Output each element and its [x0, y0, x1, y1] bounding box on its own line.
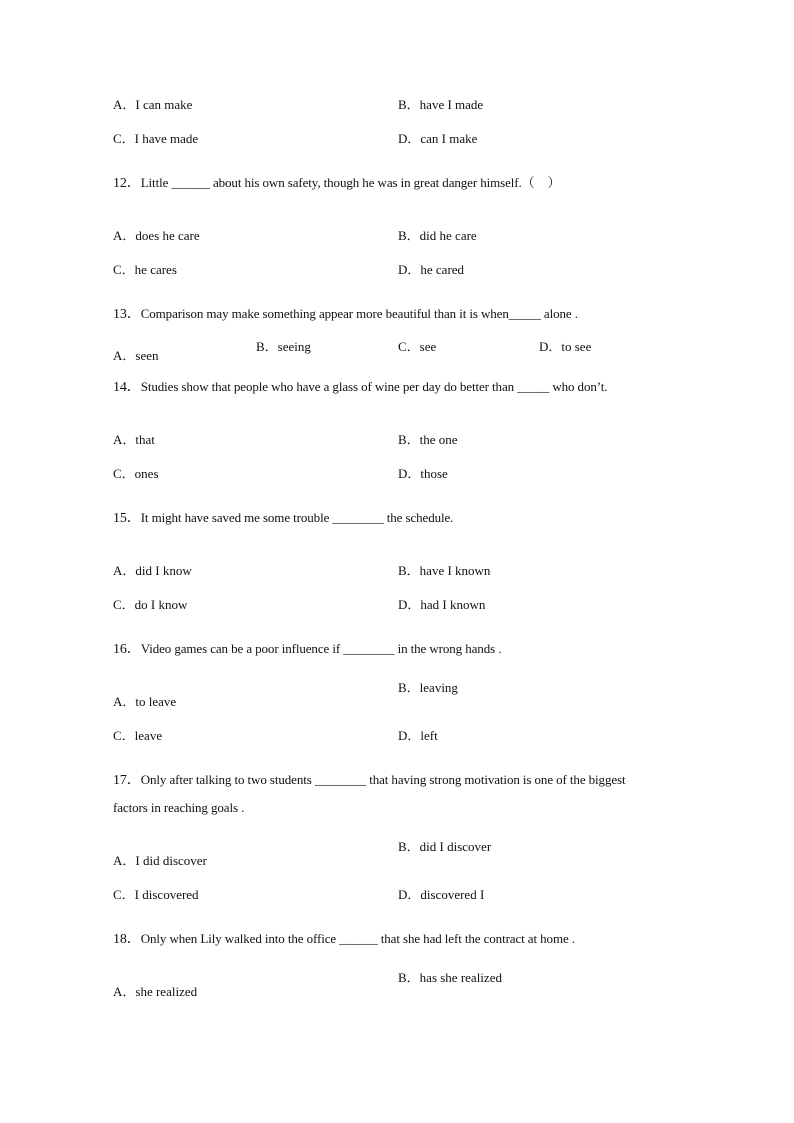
option-letter: C．	[113, 728, 135, 743]
question-text: Only after talking to two students ________ that having strong motivation is one of the biggest	[140, 772, 626, 787]
question-stem	[113, 379, 607, 396]
question-number: 17．	[113, 773, 141, 788]
option-c	[113, 597, 187, 613]
question-number: 15．	[113, 511, 141, 526]
question-stem	[113, 772, 626, 789]
option-letter: A．	[113, 432, 136, 447]
option-c	[113, 887, 199, 903]
option-text: he cared	[420, 262, 465, 277]
option-text: ones	[134, 466, 159, 481]
option-text: can I make	[420, 131, 478, 146]
option-text: leaving	[419, 680, 458, 695]
option-letter: D．	[398, 262, 421, 277]
option-letter: C．	[113, 466, 135, 481]
question-stem	[113, 306, 578, 323]
option-letter: D．	[398, 131, 421, 146]
option-text: those	[420, 466, 448, 481]
option-b	[398, 228, 477, 244]
option-text: I discovered	[134, 887, 199, 902]
option-letter: B．	[256, 339, 278, 354]
option-letter: B．	[398, 228, 420, 243]
option-letter: A．	[113, 228, 136, 243]
option-letter: D．	[539, 339, 562, 354]
option-text: I did discover	[135, 853, 207, 868]
option-c	[113, 131, 198, 147]
option-letter: A．	[113, 853, 136, 868]
option-d	[398, 262, 464, 278]
option-text: seen	[135, 348, 159, 363]
option-text: has she realized	[419, 970, 502, 985]
option-letter: C．	[113, 131, 135, 146]
option-letter: D．	[398, 887, 421, 902]
question-stem	[113, 641, 501, 658]
option-text: left	[420, 728, 438, 743]
option-d	[398, 131, 477, 147]
option-letter: B．	[398, 839, 420, 854]
option-text: have I known	[419, 563, 491, 578]
option-c	[113, 262, 177, 278]
option-d	[539, 339, 591, 355]
option-a	[113, 563, 192, 579]
question-number: 13．	[113, 307, 141, 322]
option-text: that	[135, 432, 155, 447]
option-letter: D．	[398, 466, 421, 481]
option-d	[398, 728, 438, 744]
option-a	[113, 984, 197, 1000]
option-b	[398, 970, 502, 986]
option-letter: A．	[113, 97, 136, 112]
option-letter: B．	[398, 97, 420, 112]
option-letter: A．	[113, 563, 136, 578]
option-c	[113, 466, 159, 482]
option-text: the one	[419, 432, 458, 447]
option-text: does he care	[135, 228, 200, 243]
option-text: had I known	[420, 597, 486, 612]
option-text: have I made	[419, 97, 484, 112]
option-letter: B．	[398, 680, 420, 695]
option-b	[398, 97, 483, 113]
option-a	[113, 228, 200, 244]
option-text: seeing	[277, 339, 311, 354]
option-text: do I know	[134, 597, 188, 612]
question-text: Little ______ about his own safety, though he was in great danger himself.（ ）	[140, 175, 561, 190]
option-text: did I know	[135, 563, 192, 578]
option-text: discovered I	[420, 887, 485, 902]
option-text: she realized	[135, 984, 198, 999]
option-text: I can make	[135, 97, 193, 112]
option-letter: B．	[398, 432, 420, 447]
option-text: did he care	[419, 228, 477, 243]
option-letter: B．	[398, 563, 420, 578]
option-b	[398, 680, 458, 696]
question-stem-continued: factors in reaching goals .	[113, 800, 245, 815]
option-letter: C．	[113, 887, 135, 902]
question-text: Video games can be a poor influence if ________ in the wrong hands .	[140, 641, 502, 656]
question-text: Studies show that people who have a glass of wine per day do better than _____ who don’t.	[140, 379, 608, 394]
option-text: he cares	[134, 262, 177, 277]
option-b	[398, 563, 490, 579]
option-d	[398, 466, 448, 482]
question-stem	[113, 931, 575, 948]
option-d	[398, 887, 484, 903]
option-text: did I discover	[419, 839, 492, 854]
question-text: Comparison may make something appear more beautiful than it is when_____ alone .	[140, 306, 578, 321]
option-b	[398, 839, 491, 855]
option-letter: C．	[113, 597, 135, 612]
option-letter: A．	[113, 348, 136, 363]
option-letter: A．	[113, 694, 136, 709]
question-number: 16．	[113, 642, 141, 657]
option-a	[113, 97, 192, 113]
option-letter: D．	[398, 728, 421, 743]
option-a	[113, 432, 155, 448]
option-a	[113, 853, 207, 869]
option-letter: A．	[113, 984, 136, 999]
option-letter: C．	[398, 339, 420, 354]
option-b	[256, 339, 311, 355]
option-text: see	[419, 339, 437, 354]
question-number: 18．	[113, 932, 141, 947]
question-number: 14．	[113, 380, 141, 395]
question-stem	[113, 175, 560, 192]
option-c	[113, 728, 162, 744]
option-text: I have made	[134, 131, 199, 146]
question-text: Only when Lily walked into the office ______ that she had left the contract at home .	[140, 931, 575, 946]
option-b	[398, 432, 458, 448]
option-a	[113, 694, 176, 710]
question-stem	[113, 510, 453, 527]
option-letter: D．	[398, 597, 421, 612]
option-letter: B．	[398, 970, 420, 985]
option-text: leave	[134, 728, 163, 743]
question-text: It might have saved me some trouble ________ the schedule.	[140, 510, 454, 525]
option-d	[398, 597, 485, 613]
option-a	[113, 348, 159, 364]
option-text: to leave	[135, 694, 177, 709]
option-letter: C．	[113, 262, 135, 277]
option-c	[398, 339, 436, 355]
option-text: to see	[561, 339, 592, 354]
question-number: 12．	[113, 176, 141, 191]
